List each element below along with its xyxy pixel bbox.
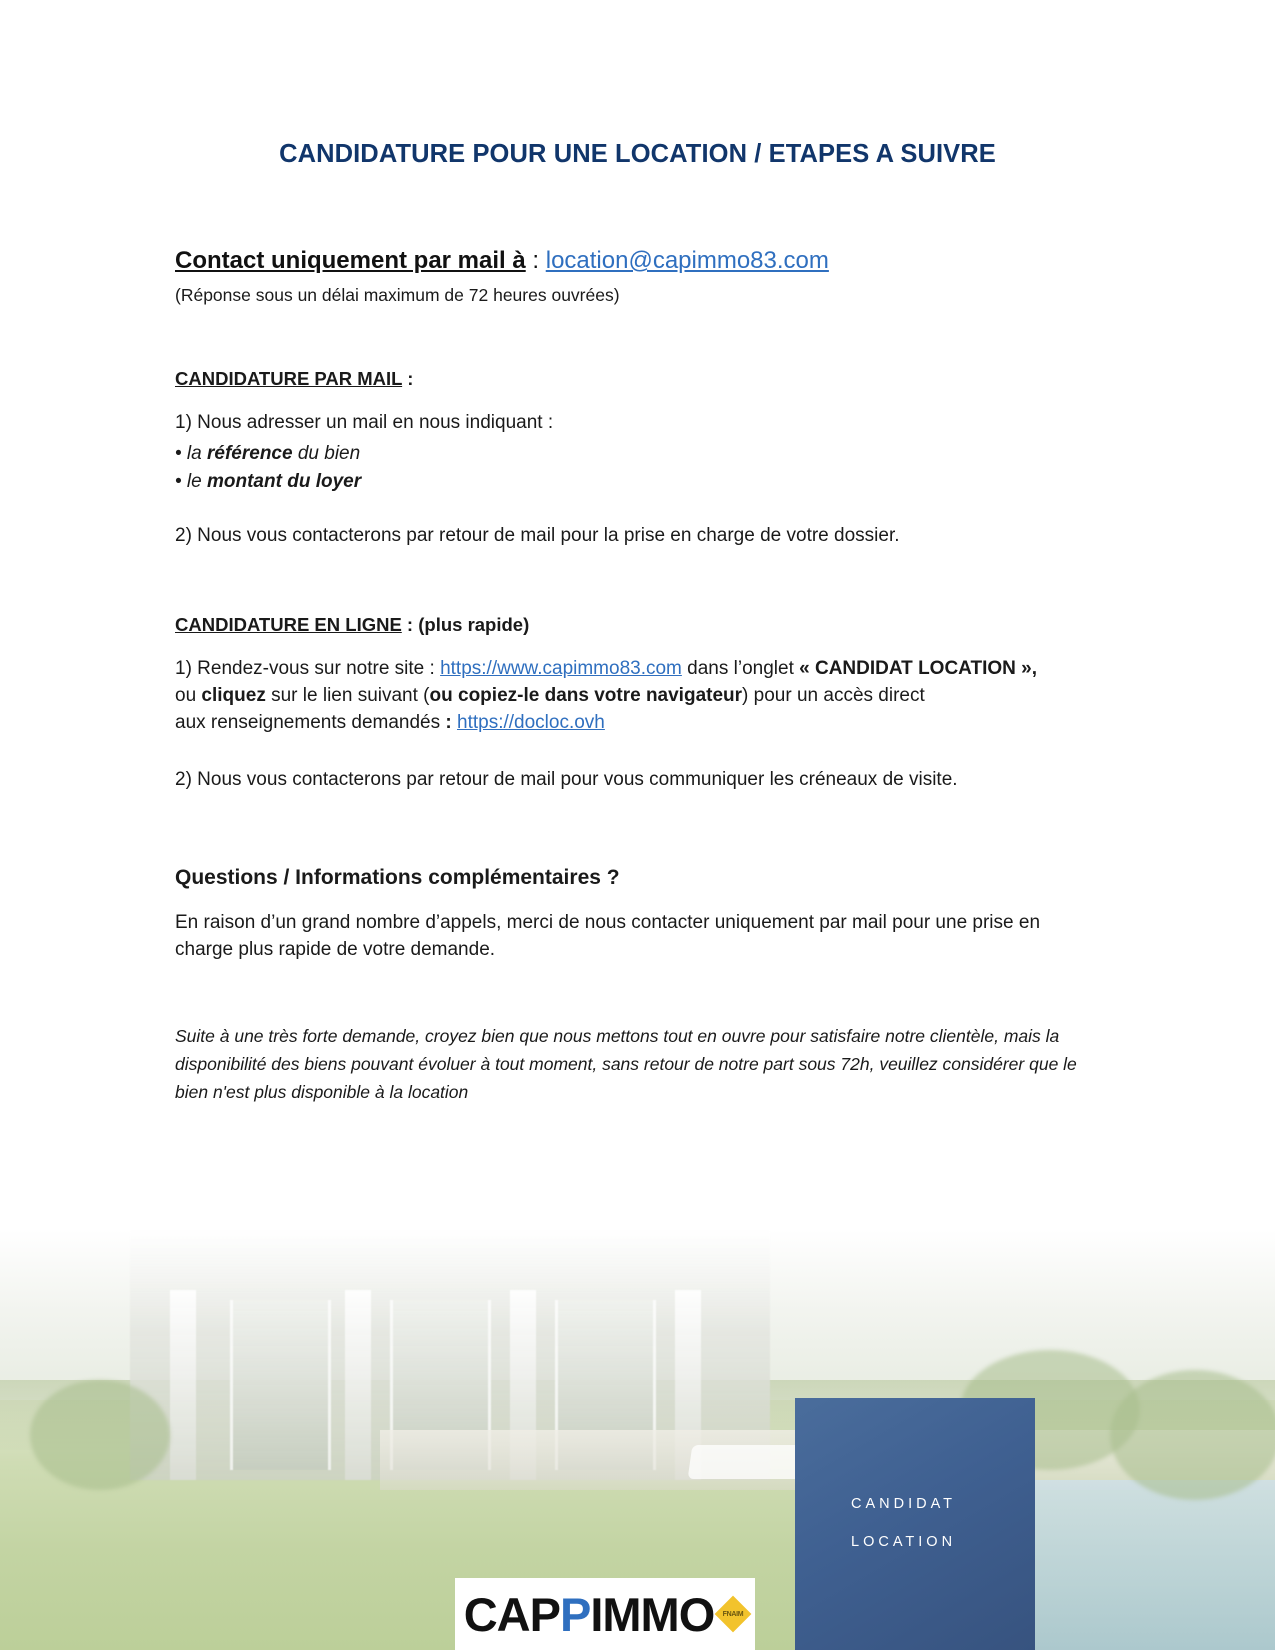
bullet-1-strong: référence (207, 442, 293, 464)
availability-note: Suite à une très forte demande, croyez bien que nous mettons tout en ouvre pour satisfaire notre clientèle, mais la disponibilité des biens pouvant évoluer à tout moment, sans retour de notre part sous 72h, veuillez considérer que le bien n'est plus disponible à la location (175, 1025, 1077, 1102)
online-step1-line2-a: ou (175, 684, 202, 706)
photo-shrub (30, 1380, 170, 1490)
online-step-1 (175, 656, 1100, 737)
section-heading-mail (175, 368, 1100, 390)
villa-column (345, 1290, 371, 1480)
online-step1-mid: dans l’onglet (681, 657, 800, 679)
page-title: CANDIDATURE POUR UNE LOCATION / ETAPES A SUIVRE (279, 140, 996, 168)
capimmo-logo (455, 1578, 755, 1650)
contact-line (175, 247, 1100, 275)
candidat-location-card (795, 1398, 1035, 1650)
section-heading-online (175, 614, 1100, 636)
fnaim-badge-icon (715, 1596, 752, 1633)
section-heading-online-suffix: : (plus rapide) (401, 613, 530, 635)
mail-bullet-reference (175, 443, 1100, 465)
section-heading-mail-suffix: : (402, 368, 414, 389)
online-step1-prefix: 1) Rendez-vous sur notre site : (175, 657, 441, 679)
logo-cap: CAP (463, 1587, 560, 1641)
card-line-candidat: CANDIDAT (851, 1496, 957, 1513)
fnaim-badge-text: FNAIM (722, 1610, 744, 1618)
online-step1-line2-c: sur le lien suivant ( (265, 684, 430, 706)
card-line-location: LOCATION (851, 1534, 957, 1550)
villa-column (170, 1290, 196, 1480)
mail-step-2: 2) Nous vous contacterons par retour de mail pour la prise en charge de votre dossier. (175, 524, 900, 546)
online-step-2: 2) Nous vous contacterons par retour de mail pour vous communiquer les créneaux de visite. (175, 768, 958, 790)
contact-separator: : (525, 247, 546, 274)
logo-immo: IMMO (590, 1587, 715, 1641)
docloc-link[interactable]: https://docloc.ovh (457, 711, 605, 733)
online-step1-strong: « CANDIDAT LOCATION », (799, 657, 1037, 679)
contact-email-link[interactable]: location@capimmo83.com (545, 247, 829, 274)
bullet-1-prefix: • la (175, 442, 207, 464)
contact-delay-note: (Réponse sous un délai maximum de 72 heures ouvrées) (175, 285, 620, 305)
mail-step-1: 1) Nous adresser un mail en nous indiquant : (175, 412, 554, 433)
villa-window (230, 1300, 331, 1470)
contact-label: Contact uniquement par mail à (175, 247, 526, 274)
section-heading-online-text: CANDIDATURE EN LIGNE (175, 613, 402, 635)
capimmo-site-link[interactable]: https://www.capimmo83.com (440, 657, 682, 679)
online-step1-line2-b: cliquez (201, 684, 266, 706)
logo-wordmark (464, 1587, 747, 1642)
logo-p-letter: P (559, 1587, 591, 1641)
mail-bullet-loyer (175, 471, 1100, 493)
section-heading-mail-text: CANDIDATURE PAR MAIL (175, 368, 403, 389)
online-step1-line3-a: aux renseignements demandés (175, 711, 446, 733)
online-step1-line2-d: ou copiez-le dans votre navigateur (429, 684, 743, 706)
bullet-2-prefix: • le (175, 470, 207, 492)
bullet-2-strong: montant du loyer (207, 470, 362, 492)
questions-body: En raison d’un grand nombre d’appels, merci de nous contacter uniquement par mail pour une prise en charge plus rapide de votre demande. (175, 911, 1041, 960)
online-step1-line2-e: ) pour un accès direct (742, 684, 925, 706)
photo-shrub (1110, 1370, 1275, 1500)
bullet-1-suffix: du bien (292, 442, 361, 464)
questions-heading: Questions / Informations complémentaires ? (175, 865, 620, 889)
online-step1-line3-b: : (445, 711, 457, 733)
